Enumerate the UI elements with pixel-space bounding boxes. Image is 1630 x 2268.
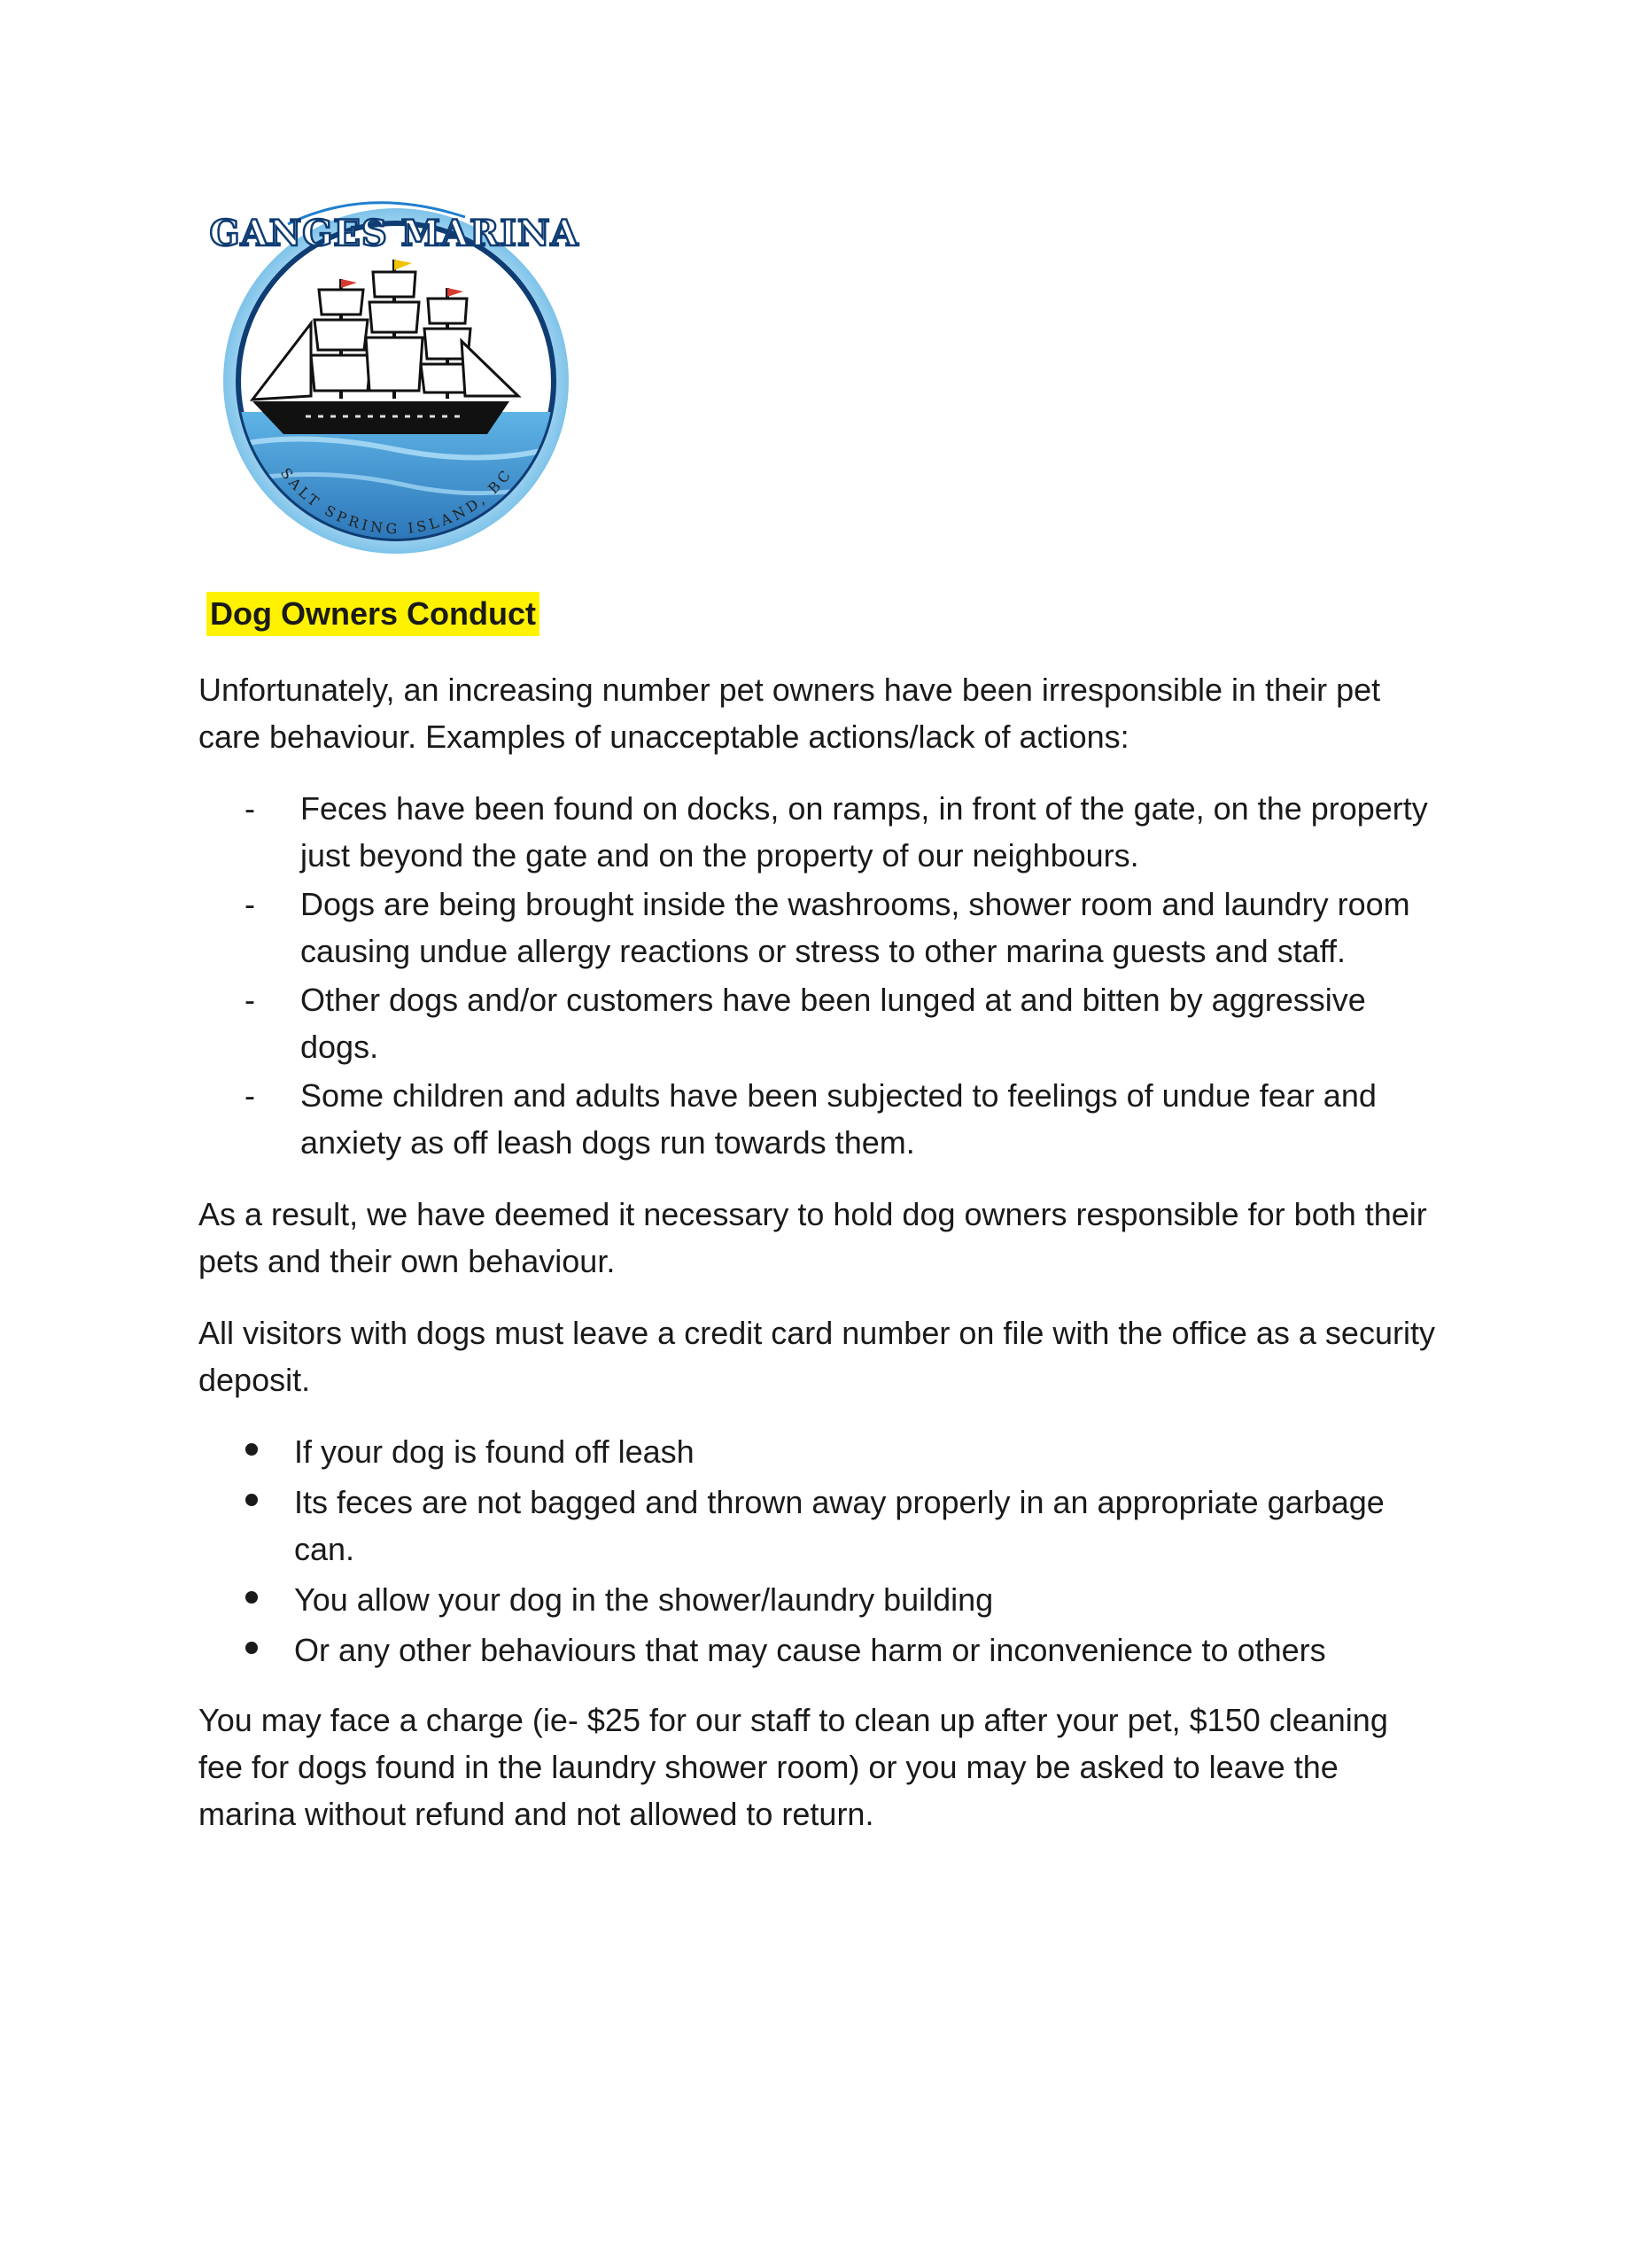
list-item: [198, 1576, 1439, 1623]
condition-text: You allow your dog in the shower/laundry building: [294, 1581, 994, 1618]
dash-marker: -: [244, 886, 255, 922]
example-text: Other dogs and/or customers have been lunged at and bitten by aggressive dogs.: [300, 982, 1366, 1065]
dash-marker: -: [244, 1077, 255, 1114]
example-text: Some children and adults have been subjected to feelings of undue fear and anxiety as off leash dogs run towards them.: [300, 1077, 1377, 1161]
dash-marker: -: [244, 982, 255, 1018]
result-paragraph: As a result, we have deemed it necessary to hold dog owners responsible for both their pets and their own behaviour.: [198, 1196, 1427, 1279]
list-item: [198, 881, 1439, 975]
ganges-marina-logo: [199, 190, 589, 563]
list-item: [198, 1072, 1439, 1166]
dash-marker: -: [244, 790, 255, 827]
examples-list: [198, 785, 1439, 1166]
deposit-paragraph: All visitors with dogs must leave a credit card number on file with the office as a security deposit.: [198, 1315, 1435, 1398]
logo-location: SALT SPRING ISLAND, BC: [276, 464, 516, 538]
list-item: [198, 1627, 1439, 1674]
bullet-icon: [245, 1494, 258, 1506]
list-item: [198, 976, 1439, 1070]
bullet-icon: [245, 1443, 258, 1456]
bullet-icon: [245, 1642, 258, 1654]
intro-paragraph: Unfortunately, an increasing number pet owners have been irresponsible in their pet care behaviour. Examples of unacceptable actions/lack of actions:: [198, 672, 1381, 755]
logo-name: GANGES MARINA: [209, 213, 579, 254]
example-text: Feces have been found on docks, on ramps, in front of the gate, on the property just beyond the gate and on the property of our neighbours.: [300, 790, 1428, 874]
condition-text: Or any other behaviours that may cause harm or inconvenience to others: [294, 1632, 1326, 1668]
list-item: [198, 785, 1439, 879]
bullet-icon: [245, 1591, 258, 1604]
conditions-list: [198, 1428, 1439, 1674]
condition-text: If your dog is found off leash: [294, 1433, 695, 1470]
list-item: [198, 1479, 1439, 1573]
condition-text: Its feces are not bagged and thrown away properly in an appropriate garbage can.: [294, 1484, 1385, 1567]
document-body: [198, 666, 1439, 1862]
page-title: Dog Owners Conduct: [206, 592, 539, 636]
example-text: Dogs are being brought inside the washrooms, shower room and laundry room causing undue allergy reactions or stress to other marina guests and staff.: [300, 886, 1410, 969]
list-item: [198, 1428, 1439, 1475]
charges-paragraph: You may face a charge (ie- $25 for our staff to clean up after your pet, $150 cleaning fee for dogs found in the laundry shower room) or you may be asked to leave the marina without refund and not allowed to return.: [198, 1702, 1388, 1832]
